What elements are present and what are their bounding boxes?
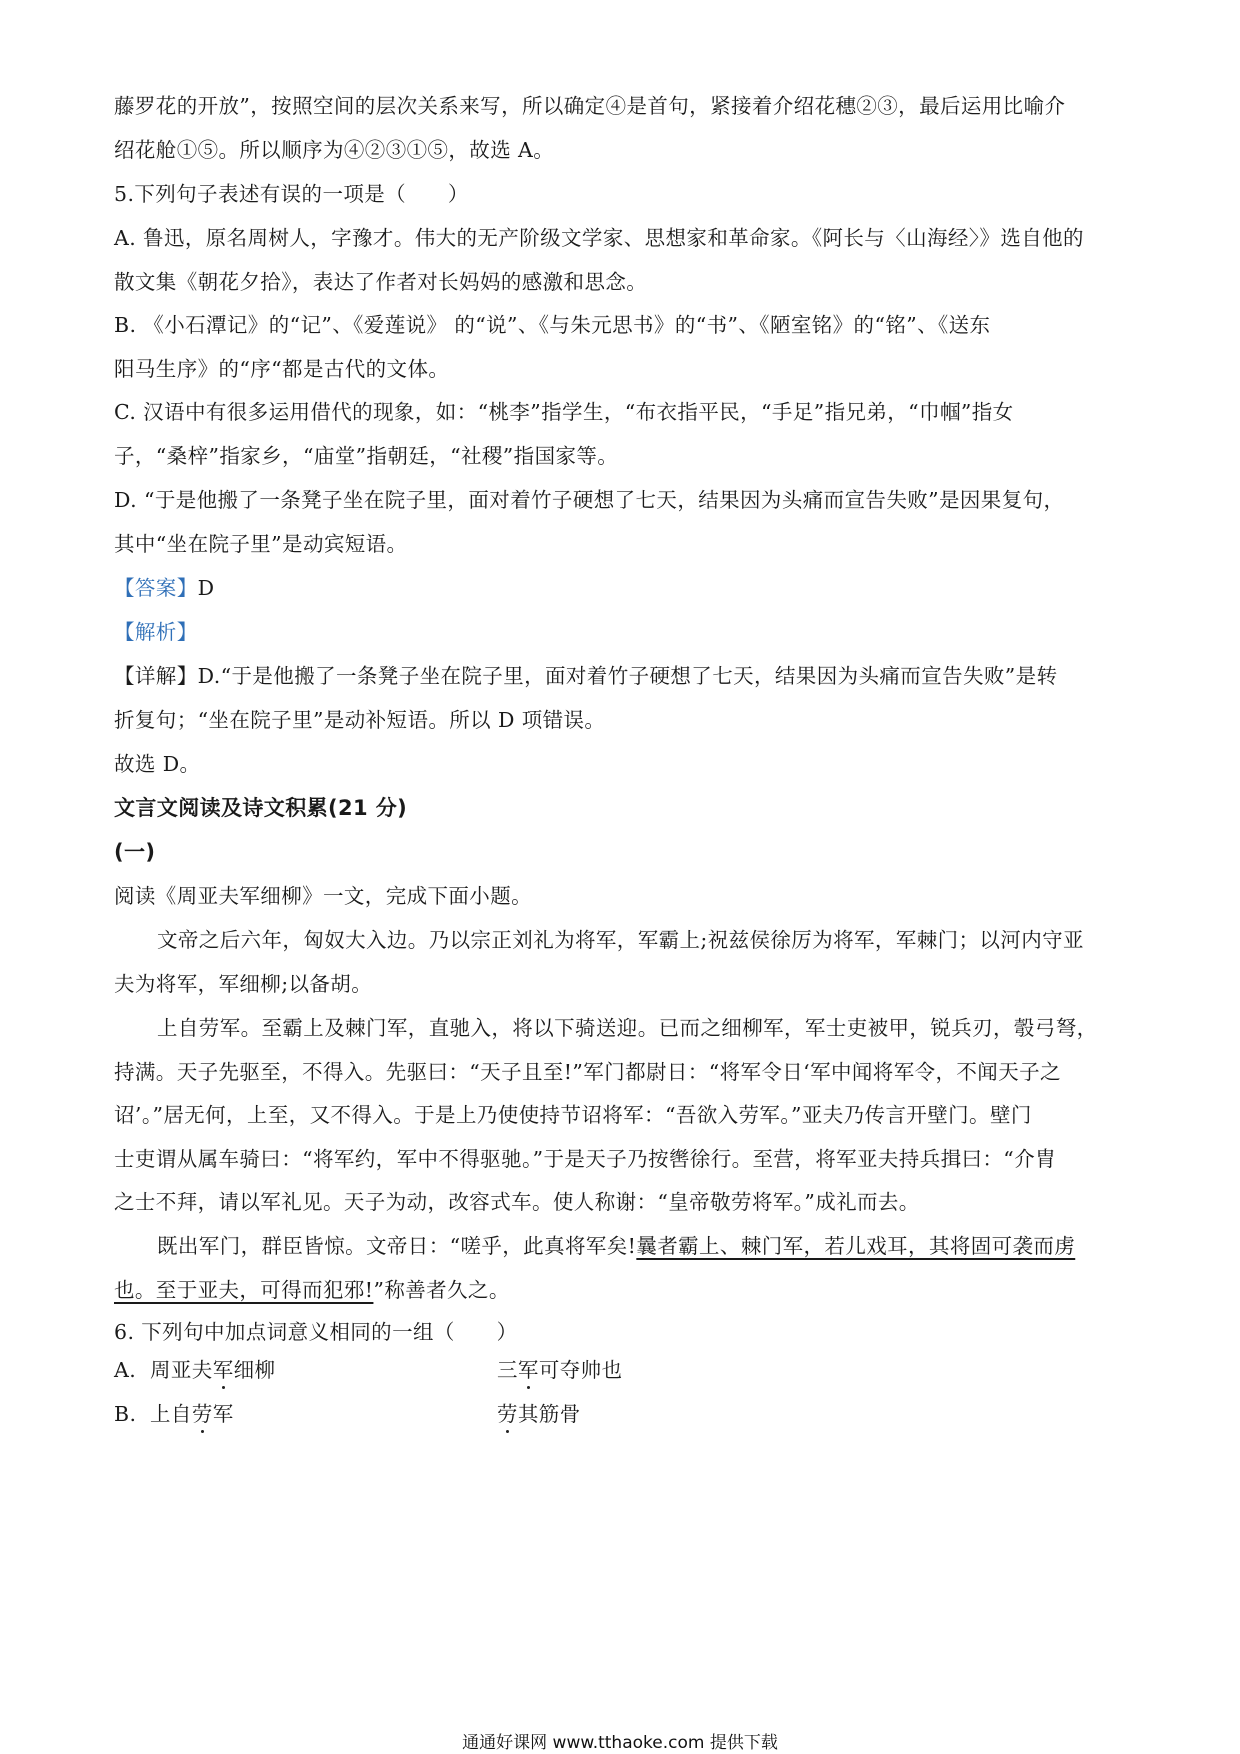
phrase-text: 细柳 [233,1358,276,1382]
answer-line [114,574,214,602]
detail-line: 折复句；“坐在院子里”是动补短语。所以 D 项错误。 [114,708,606,732]
phrase-text: 上自 [150,1402,192,1426]
phrase-text: 其筋骨 [517,1402,581,1426]
classical-text-line: 士吏谓从属车骑曰：“将军约，军中不得驱驰。”于是天子乃按辔徐行。至营，将军亚夫持兵揖曰：“介胄 [114,1147,1056,1171]
detail-line: 【详解】D.“于是他搬了一条凳子坐在院子里，面对着竹子硬想了七天，结果因为头痛而宣告失败”是转 [114,664,1058,688]
phrase-text: 周亚夫 [150,1358,213,1382]
classical-text-line: 之士不拜，请以军礼见。天子为动，改容式车。使人称谢：“皇帝敬劳将军。”成礼而去。 [114,1190,920,1214]
classical-text-line: 持满。天子先驱至，不得入。先驱曰：“天子且至!”军门都尉日：“将军令日‘军中闻将军令，不闻天子之 [114,1060,1061,1084]
dotted-word: 劳 [191,1402,213,1426]
option-a-line: A. 鲁迅，原名周树人，字豫才。伟大的无产阶级文学家、思想家和革命家。《阿长与〈山海经〉》选自他的 [114,226,1084,250]
phrase-text: 军 [212,1402,234,1426]
underlined-sentence: 曩者霸上、棘门军，若儿戏耳，其将固可袭而虏 [636,1234,1076,1258]
text-line: 绍花舱①⑤。所以顺序为④②③①⑤，故选 A。 [114,138,555,162]
detail-line: 故选 D。 [114,752,201,776]
option-d-line: 其中“坐在院子里”是动宾短语。 [114,532,408,556]
answer-tag: 【答案】 [114,576,198,600]
classical-text-line: 夫为将军，军细柳;以备胡。 [114,972,373,996]
option-c-line: 子，“桑梓”指家乡，“庙堂”指朝廷，“社稷”指国家等。 [114,444,619,468]
reading-instruction: 阅读《周亚夫军细柳》一文，完成下面小题。 [114,884,532,908]
option-a-right-phrase [497,1356,622,1384]
plain-text: 既出军门，群臣皆惊。文帝日：“嗟乎，此真将军矣! [157,1234,637,1258]
option-b-label: B. [114,1402,137,1426]
option-b-line: B. 《小石潭记》的“记”、《爱莲说》 的“说”、《与朱元思书》的“书”、《陋室铭》的“铭”、《送东 [114,313,991,337]
dotted-word: 军 [212,1358,234,1382]
classical-text-line: 上自劳军。至霸上及棘门军，直驰入，将以下骑送迎。已而之细柳军，军士吏被甲，锐兵刃，彀弓弩， [157,1016,1098,1040]
analysis-tag: 【解析】 [114,620,198,644]
footer-text: 通通好课网 www.tthaoke.com 提供下载 [462,1733,778,1753]
option-a-left-phrase [150,1356,275,1384]
classical-text-line [157,1232,1075,1260]
option-b-right-phrase [497,1400,581,1428]
section-title: 文言文阅读及诗文积累(21 分) [114,796,408,820]
question-5-stem: 5.下列句子表述有误的一项是（ ） [114,182,469,206]
option-d-line: D. “于是他搬了一条凳子坐在院子里，面对着竹子硬想了七天，结果因为头痛而宣告失败”是因果复句， [114,488,1065,512]
option-a-label: A. [114,1358,137,1382]
question-6-stem: 6. 下列句中加点词意义相同的一组（ ） [114,1320,518,1344]
answer-value: D [197,576,215,600]
underlined-sentence: 也。至于亚夫，可得而犯邪! [114,1278,374,1302]
option-b-left-phrase [150,1400,234,1428]
plain-text: ”称善者久之。 [373,1278,510,1302]
sub-section-title: (一) [114,840,156,864]
phrase-text: 三 [497,1358,518,1382]
dotted-word: 劳 [497,1402,518,1426]
option-b-line: 阳马生序》的“序“都是古代的文体。 [114,357,450,381]
option-c-line: C. 汉语中有很多运用借代的现象，如：“桃李”指学生，“布衣指平民，“手足”指兄弟，“巾帼”指女 [114,400,1014,424]
classical-text-line: 诏’。”居无何，上至，又不得入。于是上乃使使持节诏将军：“吾欲入劳军。”亚夫乃传言开壁门。壁门 [114,1103,1032,1127]
option-a-line: 散文集《朝花夕拾》，表达了作者对长妈妈的感激和思念。 [114,270,648,294]
classical-text-line [114,1276,510,1304]
dotted-word: 军 [517,1358,539,1382]
classical-text-line: 文帝之后六年，匈奴大入边。乃以宗正刘礼为将军，军霸上;祝兹侯徐厉为将军，军棘门；以河内守亚 [157,928,1084,952]
phrase-text: 可夺帅也 [538,1358,623,1382]
text-line: 藤罗花的开放”，按照空间的层次关系来写，所以确定④是首句，紧接着介绍花穗②③，最后运用比喻介 [114,94,1066,118]
